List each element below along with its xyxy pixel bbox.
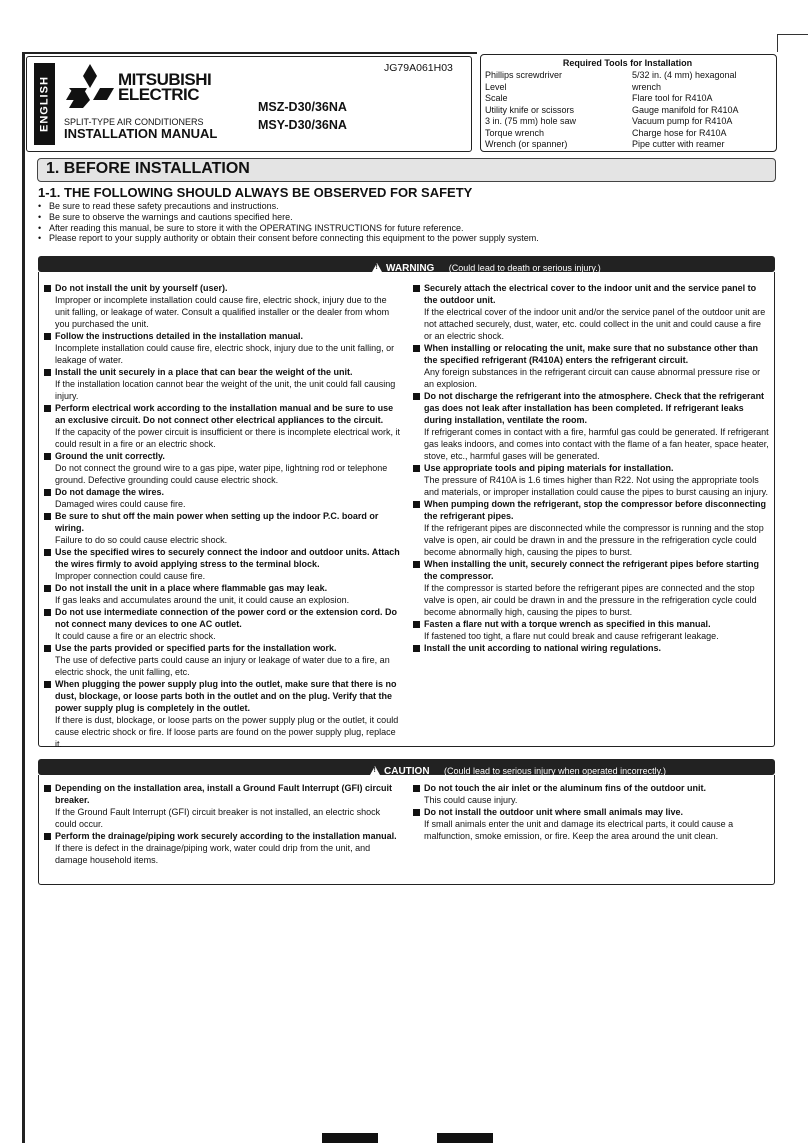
safety-item-body: It could cause a fire or an electric shock. bbox=[55, 631, 216, 641]
safety-item bbox=[44, 830, 402, 866]
safety-item-body: Incomplete installation could cause fire, electric shock, injury due to the unit falling, or leakage of water. bbox=[55, 343, 395, 365]
caution-column-right bbox=[413, 782, 771, 842]
safety-item bbox=[413, 498, 771, 558]
tool-item: Gauge manifold for R410A bbox=[632, 104, 739, 115]
safety-item-title: Install the unit according to national wiring regulations. bbox=[424, 643, 662, 653]
safety-item-body: This could cause injury. bbox=[424, 795, 518, 805]
safety-item bbox=[44, 510, 402, 546]
page-border-left bbox=[22, 52, 25, 1143]
caution-column-left bbox=[44, 782, 402, 866]
safety-item bbox=[413, 618, 771, 642]
safety-item-body: The use of defective parts could cause an injury or leakage of water due to a fire, an electric shock, the unit falling, etc. bbox=[55, 655, 390, 677]
safety-item-body: If the capacity of the power circuit is insufficient or there is incomplete electrical work, it could result in a fire or an electric shock. bbox=[55, 427, 400, 449]
safety-item-title: When pumping down the refrigerant, stop the compressor before disconnecting the refrigerant pipes. bbox=[424, 499, 767, 521]
tool-item: Charge hose for R410A bbox=[632, 127, 727, 138]
safety-item-body: Do not connect the ground wire to a gas pipe, water pipe, lightning rod or telephone ground. Defective grounding could cause electric shock. bbox=[55, 463, 388, 485]
safety-item bbox=[413, 558, 771, 618]
intro-bullets bbox=[38, 201, 539, 244]
required-tools-title: Required Tools for Installation bbox=[562, 58, 693, 68]
safety-item-title: Install the unit securely in a place that can bear the weight of the unit. bbox=[55, 367, 353, 377]
intro-bullet: • After reading this manual, be sure to store it with the OPERATING INSTRUCTIONS for future reference. bbox=[38, 223, 539, 234]
product-type: SPLIT-TYPE AIR CONDITIONERS bbox=[64, 117, 204, 127]
safety-item-title: Do not damage the wires. bbox=[55, 487, 165, 497]
intro-bullet: • Be sure to read these safety precautions and instructions. bbox=[38, 201, 539, 212]
tool-item: Phillips screwdriver bbox=[485, 70, 563, 80]
tool-item: 5/32 in. (4 mm) hexagonal bbox=[632, 70, 737, 80]
warning-bar bbox=[38, 256, 775, 272]
safety-item-title: Fasten a flare nut with a torque wrench as specified in this manual. bbox=[424, 619, 711, 629]
safety-item-body: If the Ground Fault Interrupt (GFI) circuit breaker is not installed, an electric shock could occur. bbox=[55, 807, 381, 829]
warning-column-right bbox=[413, 282, 771, 654]
safety-item-title: Do not touch the air inlet or the aluminum fins of the outdoor unit. bbox=[424, 783, 706, 793]
safety-item-body: Any foreign substances in the refrigerant circuit can cause abnormal pressure rise or an explosion. bbox=[424, 367, 761, 389]
registration-bar bbox=[437, 1133, 493, 1143]
brand-logo-text: MITSUBISHI ELECTRIC bbox=[118, 70, 212, 104]
caution-icon bbox=[370, 766, 380, 775]
tool-item: Pipe cutter with reamer bbox=[632, 139, 725, 149]
tool-item: Vacuum pump for R410A bbox=[632, 116, 733, 126]
safety-item-title: Perform electrical work according to the installation manual and be sure to use an exclusive circuit. Do not connect other electrical appliances to the circuit. bbox=[55, 403, 394, 425]
language-tab-label: ENGLISH bbox=[38, 76, 51, 132]
crop-mark bbox=[777, 34, 808, 35]
subsection-title: 1-1. THE FOLLOWING SHOULD ALWAYS BE OBSERVED FOR SAFETY bbox=[38, 185, 473, 200]
safety-item-body: If gas leaks and accumulates around the unit, it could cause an explosion. bbox=[55, 595, 350, 605]
tool-item: Flare tool for R410A bbox=[632, 93, 713, 103]
safety-item bbox=[413, 342, 771, 390]
safety-item-title: When installing the unit, securely connect the refrigerant pipes before starting the compressor. bbox=[424, 559, 760, 581]
safety-item-body: Failure to do so could cause electric shock. bbox=[55, 535, 228, 545]
warning-note: (Could lead to death or serious injury.) bbox=[448, 263, 601, 273]
safety-item bbox=[44, 450, 402, 486]
safety-item-body: If the refrigerant pipes are disconnected while the compressor is running and the stop valve is open, air could be drawn in and the pressure in the refrigeration cycle could become abnormally high, causing the pipes to burst. bbox=[424, 523, 764, 557]
safety-item bbox=[44, 366, 402, 402]
tool-item: Scale bbox=[485, 93, 508, 103]
safety-item bbox=[413, 462, 771, 498]
document-code: JG79A061H03 bbox=[384, 62, 453, 74]
safety-item-title: Ground the unit correctly. bbox=[55, 451, 165, 461]
safety-item bbox=[44, 782, 402, 830]
warning-icon bbox=[372, 263, 382, 272]
warning-column-left bbox=[44, 282, 402, 750]
safety-item bbox=[44, 486, 402, 510]
safety-item-title: Use appropriate tools and piping materials for installation. bbox=[424, 463, 674, 473]
caution-label: CAUTION bbox=[384, 766, 430, 777]
safety-item bbox=[413, 390, 771, 462]
safety-item-title: Do not use intermediate connection of the power cord or the extension cord. Do not connect many devices to one AC outlet. bbox=[55, 607, 398, 629]
safety-item-body: Improper connection could cause fire. bbox=[55, 571, 206, 581]
safety-item-title: Use the specified wires to securely connect the indoor and outdoor units. Attach the wires firmly to avoid applying stress to the terminal block. bbox=[55, 547, 400, 569]
tools-list-left bbox=[485, 70, 576, 151]
safety-item-title: Perform the drainage/piping work securely according to the installation manual. bbox=[55, 831, 397, 841]
safety-item-body: If there is dust, blockage, or loose parts on the power supply plug or the outlet, it could cause electric shock or fire. If loose parts are found on the power supply plug, replace it. bbox=[55, 715, 399, 749]
intro-bullet: • Be sure to observe the warnings and cautions specified here. bbox=[38, 212, 539, 223]
tool-item: Level bbox=[485, 81, 507, 92]
page-border-top bbox=[22, 52, 477, 54]
tools-list-right bbox=[632, 70, 739, 151]
safety-item-title: Do not install the unit in a place where flammable gas may leak. bbox=[55, 583, 328, 593]
safety-item-title: Do not install the outdoor unit where small animals may live. bbox=[424, 807, 684, 817]
registration-bar bbox=[322, 1133, 378, 1143]
safety-item-body: If small animals enter the unit and damage its electrical parts, it could cause a malfunction, smoke emission, or fire. Keep the area around the unit clean. bbox=[424, 819, 734, 841]
crop-mark bbox=[777, 34, 778, 52]
intro-bullet: • Please report to your supply authority or obtain their consent before connecting this equipment to the power supply system. bbox=[38, 233, 539, 244]
safety-item bbox=[44, 546, 402, 582]
tool-item: wrench bbox=[632, 81, 662, 92]
safety-item-body: If the compressor is started before the refrigerant pipes are connected and the stop valve is open, air could be drawn in and the pressure in the refrigeration cycle could become abnormally high, causing the pipes to burst. bbox=[424, 583, 757, 617]
safety-item-title: When plugging the power supply plug into the outlet, make sure that there is no dust, blockage, or loose parts both in the outlet and on the plug. Verify that the power supply plug is completely in the outlet. bbox=[55, 679, 397, 713]
safety-item bbox=[44, 642, 402, 678]
safety-item-body: If refrigerant comes in contact with a fire, harmful gas could be generated. If refrigerant gas leaks indoors, and comes into contact with the flame of a fan heater, space heater, stove, etc., harmful gases will be generated. bbox=[424, 427, 769, 461]
safety-item bbox=[44, 330, 402, 366]
safety-item-body: If the electrical cover of the indoor unit and/or the service panel of the outdoor unit are not attached securely, dust, water, etc. could collect in the unit and could cause a fire or an electric shock. bbox=[424, 307, 766, 341]
safety-item bbox=[44, 402, 402, 450]
safety-item bbox=[413, 782, 771, 806]
safety-item bbox=[413, 642, 771, 654]
tool-item: Wrench (or spanner) bbox=[485, 139, 568, 149]
safety-item-title: Depending on the installation area, install a Ground Fault Interrupt (GFI) circuit breaker. bbox=[55, 783, 393, 805]
safety-item-body: Damaged wires could cause fire. bbox=[55, 499, 186, 509]
safety-item-title: Be sure to shut off the main power when setting up the indoor P.C. board or wiring. bbox=[55, 511, 379, 533]
safety-item bbox=[44, 606, 402, 642]
model-numbers: MSZ-D30/36NA MSY-D30/36NA bbox=[258, 100, 347, 132]
safety-item-title: Securely attach the electrical cover to the indoor unit and the service panel to the outdoor unit. bbox=[424, 283, 757, 305]
section-title: 1. BEFORE INSTALLATION bbox=[46, 160, 250, 177]
safety-item bbox=[44, 678, 402, 750]
safety-item bbox=[44, 582, 402, 606]
safety-item-title: Follow the instructions detailed in the installation manual. bbox=[55, 331, 304, 341]
tool-item: Torque wrench bbox=[485, 127, 545, 138]
safety-item-body: If the installation location cannot bear the weight of the unit, the unit could fall causing injury. bbox=[55, 379, 396, 401]
mitsubishi-logo-icon bbox=[66, 64, 114, 108]
safety-item-body: Improper or incomplete installation could cause fire, electric shock, injury due to the unit falling, or leakage of water. Consult a qualified installer or the dealer from whom you purchased the unit. bbox=[55, 295, 390, 329]
safety-item-title: Use the parts provided or specified parts for the installation work. bbox=[55, 643, 337, 653]
safety-item bbox=[44, 282, 402, 330]
safety-item-title: Do not install the unit by yourself (user). bbox=[55, 283, 228, 293]
safety-item bbox=[413, 806, 771, 842]
tool-item: Utility knife or scissors bbox=[485, 104, 575, 115]
warning-label: WARNING bbox=[386, 263, 435, 274]
caution-note: (Could lead to serious injury when operated incorrectly.) bbox=[444, 766, 666, 776]
safety-item-title: Do not discharge the refrigerant into the atmosphere. Check that the refrigerant gas does not leak after installation has been completed. If refrigerant leaks during installation, ventilate the room. bbox=[424, 391, 765, 425]
safety-item-body: If there is defect in the drainage/piping work, water could drip from the unit, and damage household items. bbox=[55, 843, 371, 865]
safety-item bbox=[413, 282, 771, 342]
safety-item-title: When installing or relocating the unit, make sure that no substance other than the specified refrigerant (R410A) enters the refrigerant circuit. bbox=[424, 343, 759, 365]
manual-title: INSTALLATION MANUAL bbox=[64, 126, 218, 141]
safety-item-body: The pressure of R410A is 1.6 times higher than R22. Not using the appropriate tools and materials, or improper installation could cause the pipes to burst causing an injury. bbox=[424, 475, 769, 497]
safety-item-body: If fastened too tight, a flare nut could break and cause refrigerant leakage. bbox=[424, 631, 719, 641]
caution-bar bbox=[38, 759, 775, 775]
tool-item: 3 in. (75 mm) hole saw bbox=[485, 116, 577, 126]
